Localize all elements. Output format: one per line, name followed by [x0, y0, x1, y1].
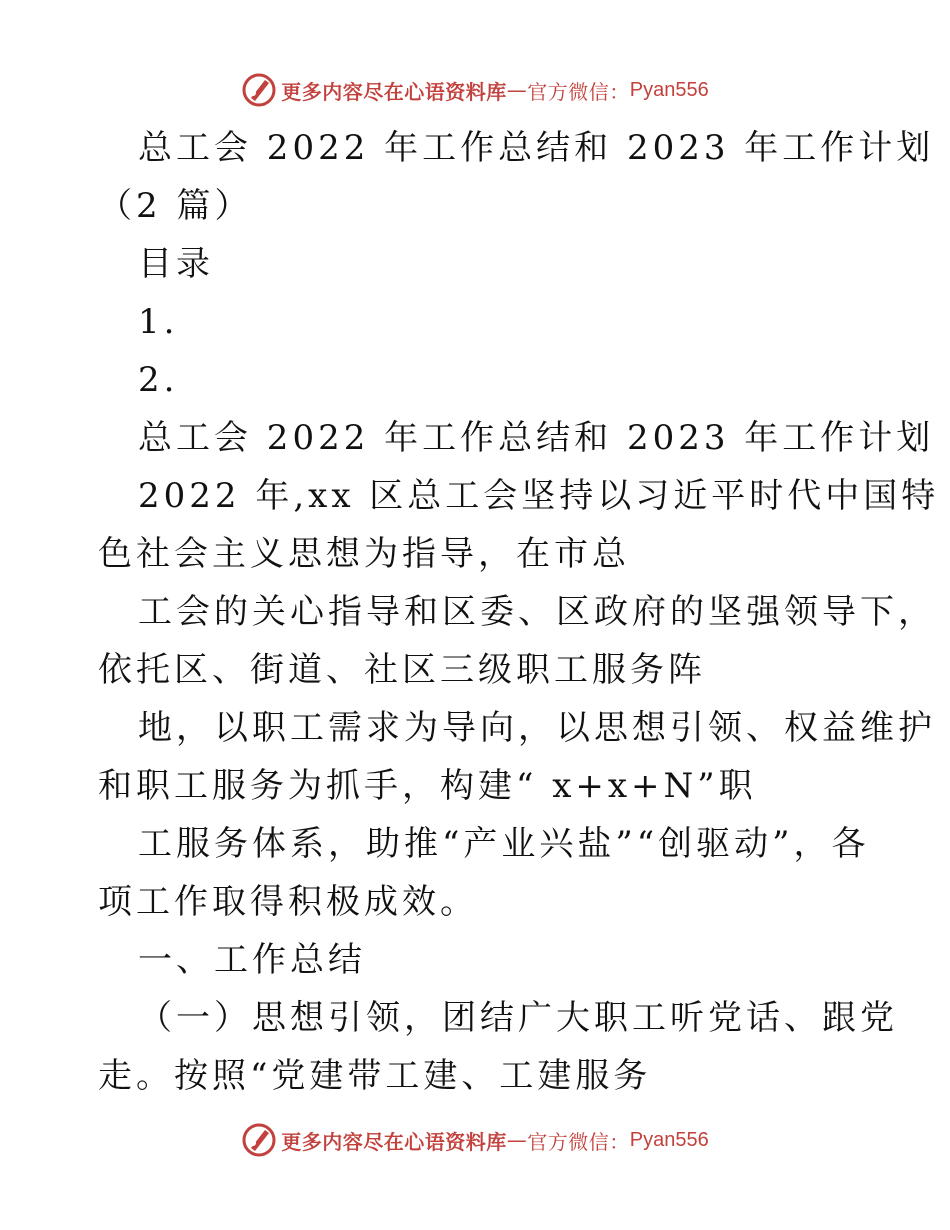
paragraph-line: 2022 年,xx 区总工会坚持以习近平时代中国特 — [138, 476, 940, 516]
section-title: 总工会 2022 年工作总结和 2023 年工作计划 — [138, 418, 935, 458]
paragraph-line: 走。按照“党建带工建、工建服务 — [98, 1056, 652, 1096]
toc-item-1: 1. — [138, 302, 179, 342]
paragraph-line: 和职工服务为抓手，构建“ x+x+N”职 — [98, 766, 757, 806]
paragraph-line: 工服务体系，助推“产业兴盐”“创驱动”，各 — [138, 824, 870, 864]
banner-dash: — — [506, 1128, 528, 1152]
subheading-work-summary: 一、工作总结 — [138, 940, 366, 980]
paragraph-line: 色社会主义思想为指导，在市总 — [98, 534, 630, 574]
doc-title: 总工会 2022 年工作总结和 2023 年工作计划 — [138, 128, 935, 168]
banner-wechat-id: Pyan556 — [629, 1128, 709, 1151]
banner-wechat-label: 官方微信： — [527, 1129, 630, 1154]
banner-wechat-label: 官方微信： — [527, 79, 630, 104]
banner-site-text: 更多内容尽在心语资料库 — [281, 1129, 507, 1154]
pen-circle-logo-icon — [241, 1122, 277, 1158]
toc-heading: 目录 — [138, 244, 214, 284]
banner-wechat-id: Pyan556 — [629, 78, 709, 101]
paragraph-line: 地，以职工需求为导向，以思想引领、权益维护 — [138, 708, 936, 748]
paragraph-line: 工会的关心指导和区委、区政府的坚强领导下， — [138, 592, 936, 632]
banner-dash: — — [506, 78, 528, 102]
paragraph-line: 项工作取得积极成效。 — [98, 882, 478, 922]
paragraph-line: （一）思想引领，团结广大职工听党话、跟党 — [138, 998, 898, 1038]
paragraph-line: 依托区、街道、社区三级职工服务阵 — [98, 650, 706, 690]
banner-site-text: 更多内容尽在心语资料库 — [281, 79, 507, 104]
toc-item-2: 2. — [138, 360, 179, 400]
doc-title-continued: （2 篇） — [98, 186, 253, 226]
footer-watermark-banner — [0, 1120, 950, 1160]
